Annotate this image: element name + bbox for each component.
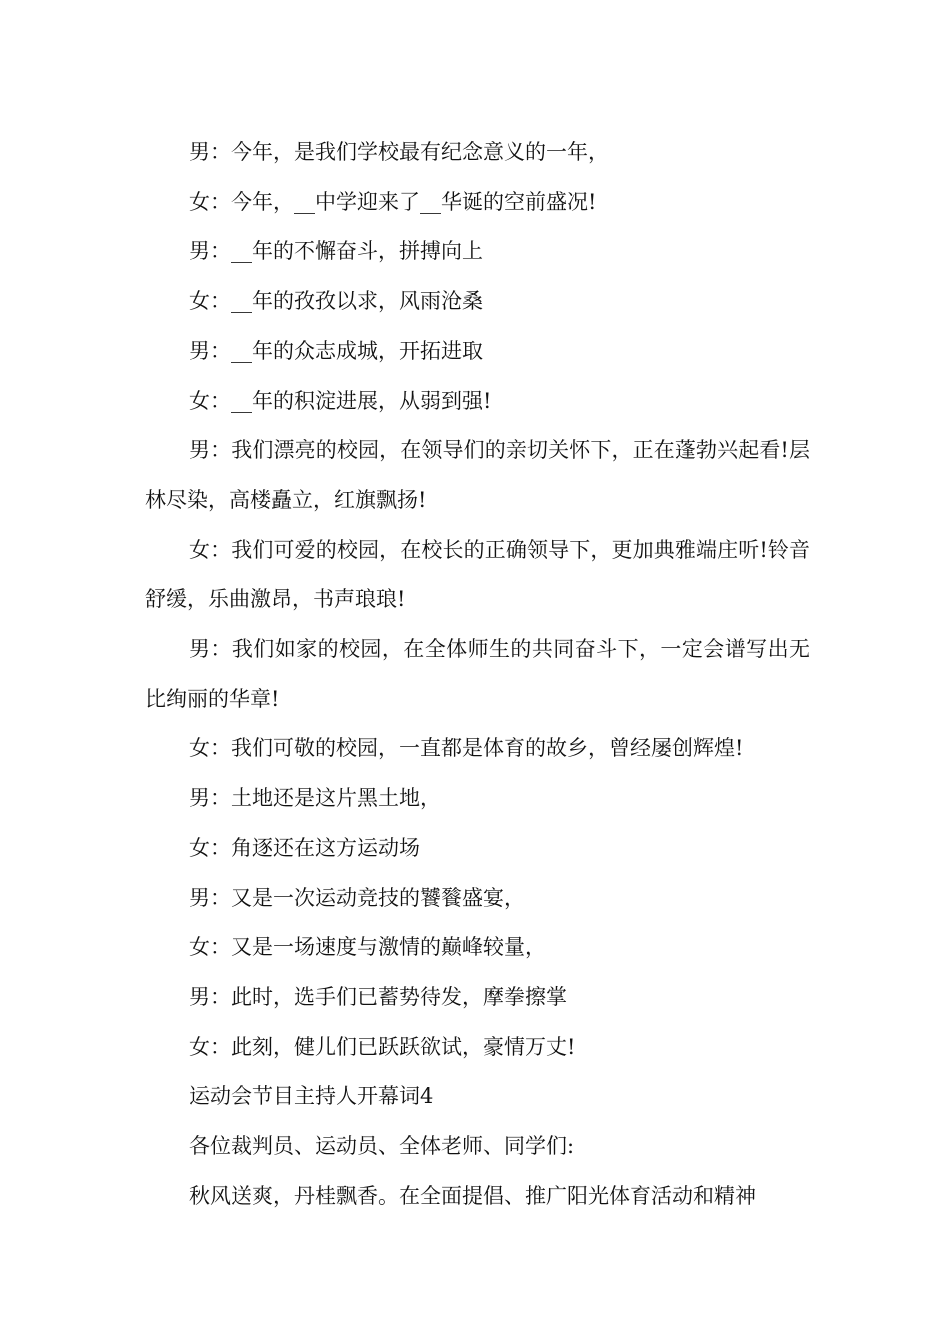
- section-heading: 运动会节目主持人开幕词4: [189, 1084, 434, 1109]
- salutation: 各位裁判员、运动员、全体老师、同学们:: [189, 1134, 575, 1159]
- document-body: [145, 128, 810, 1221]
- paragraph: 女：今年，__中学迎来了__华诞的空前盛况!: [189, 189, 597, 214]
- paragraph: 女：此刻，健儿们已跃跃欲试，豪情万丈!: [189, 1034, 576, 1059]
- paragraph: 男：我们漂亮的校园，在领导们的亲切关怀下，正在蓬勃兴起看!层林尽染，高楼矗立，红旗飘扬!: [145, 438, 810, 512]
- paragraph: 男：__年的不懈奋斗，拼搏向上: [189, 239, 483, 264]
- paragraph: 男：我们如家的校园，在全体师生的共同奋斗下，一定会谱写出无比绚丽的华章!: [145, 637, 810, 711]
- paragraph: 男：__年的众志成城，开拓进取: [189, 338, 483, 363]
- paragraph: 女：__年的孜孜以求，风雨沧桑: [189, 289, 483, 314]
- paragraph: 秋风送爽，丹桂飘香。在全面提倡、推广阳光体育活动和精神: [189, 1183, 756, 1208]
- paragraph: 女：__年的积淀进展，从弱到强!: [189, 388, 492, 413]
- paragraph: 男：此时，选手们已蓄势待发，摩拳擦掌: [189, 984, 567, 1009]
- paragraph: 男：土地还是这片黑土地，: [189, 786, 441, 811]
- paragraph: 女：我们可敬的校园，一直都是体育的故乡，曾经屡创辉煌!: [189, 736, 744, 761]
- paragraph: 男：又是一次运动竞技的饕餮盛宴，: [189, 885, 525, 910]
- paragraph: 女：又是一场速度与激情的巅峰较量，: [189, 935, 546, 960]
- paragraph: 男：今年，是我们学校最有纪念意义的一年，: [189, 140, 609, 164]
- paragraph: 女：我们可爱的校园，在校长的正确领导下，更加典雅端庄听!铃音舒缓，乐曲激昂，书声琅琅!: [145, 537, 810, 612]
- paragraph: 女：角逐还在这方运动场: [189, 835, 420, 860]
